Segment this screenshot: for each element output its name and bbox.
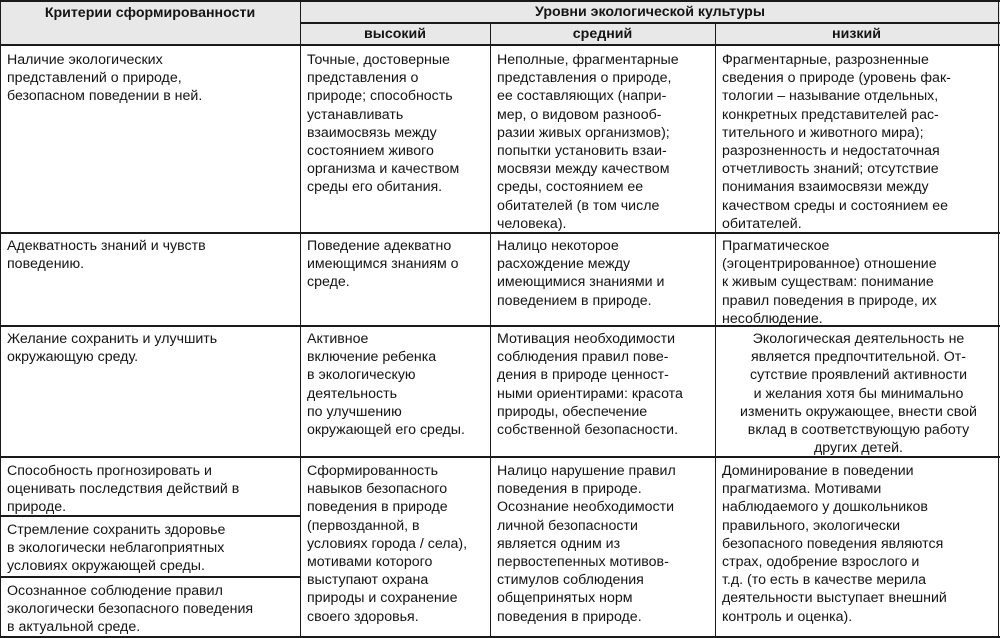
header-low: низкий [832,26,881,42]
row-4-high: Сформированность навыков безопасного поведения в природе (первозданной, в условиях города / села), мотивами которого выступают охрана природы и сохранение своего здоровья. [307,463,468,625]
rule-sub-2 [0,576,300,578]
row-4-low: Доминирование в поведении прагматизма. Мотивами наблюдаемого у дошкольников правильного, экологически безопасного поведения являются страх, одобрение взрослого и т.д. (то есть в качестве мерила деятельности выступает внешний контроль и оценка). [722,463,947,625]
row-2-low: Прагматическое (эгоцентрированное) отношение к живым существам: понимание правил поведения в природе, их несоблюдение. [722,238,937,327]
header-medium: средний [572,26,633,42]
rule-top [0,0,1000,2]
header-high: высокий [364,26,426,42]
header-criteria: Критерии сформированности [44,5,256,21]
row-4-criterion-3: Осознанное соблюдение правил экологически безопасного поведения в актуальной среде. [7,583,254,636]
row-3-medium: Мотивация необходимости соблюдения правил пове- дения в природе ценност- ными ориентирами: красота природы, обеспечение собственной безопасности. [497,331,683,439]
rule-levels [300,22,1000,24]
rule-right [998,0,999,638]
row-4-criterion-2: Стремление сохранить здоровье в экологически неблагоприятных условиях окружающей среды. [7,522,226,575]
row-3-low: Экологическая деятельность не является предпочтительной. От- сутствие проявлений активности и желания хотя бы минимально изменить окружающее, внести свой вклад в соответствующую работу других детей. [740,331,977,457]
row-3-criterion: Желание сохранить и улучшить окружающую среду. [7,331,218,366]
row-3-high: Активное включение ребенка в экологическую деятельность по улучшению окружающей его среды. [307,331,465,439]
rule-header-bottom [0,44,1000,46]
header-levels: Уровни экологической культуры [535,4,765,20]
row-4-medium: Налицо нарушение правил поведения в природе. Осознание необходимости личной безопасности является одним из первостепенных мотивов- стимулов соблюдения общепринятых норм поведения в природе. [497,463,676,625]
row-2-criterion: Адекватность знаний и чувств поведению. [7,238,206,273]
row-1-low: Фрагментарные, разрозненные сведения о природе (уровень фак- тологии – называние отдельных, конкретных представителей рас- тительного и животного мира); разрозненность и недостаточная отчетливость знаний; отсутствие понимания взаимосвязи между качеством среды и состоянием ее обитателей. [722,52,951,232]
row-2-high: Поведение адекватно имеющимся знаниям о среде. [307,238,459,291]
row-1-high: Точные, достоверные представления о природе; способность устанавливать взаимосвязь между состоянием живого организма и качеством среды его обитания. [307,52,460,196]
row-4-criterion-1: Способность прогнозировать и оценивать последствия действий в природе. [7,463,240,516]
row-1-medium: Неполные, фрагментарные представления о природе, ее составляющих (напри- мер, о видовом разнооб- разии живых организмов); попытки установить взаи- мосвязи между качеством среды, состоянием ее обитателей (в том числе человека). [497,52,679,232]
row-1-criterion: Наличие экологических представлений о природе, безопасном поведении в ней. [7,52,203,105]
row-2-medium: Налицо некоторое расхождение между имеющимися знаниями и поведением в природе. [497,238,665,309]
